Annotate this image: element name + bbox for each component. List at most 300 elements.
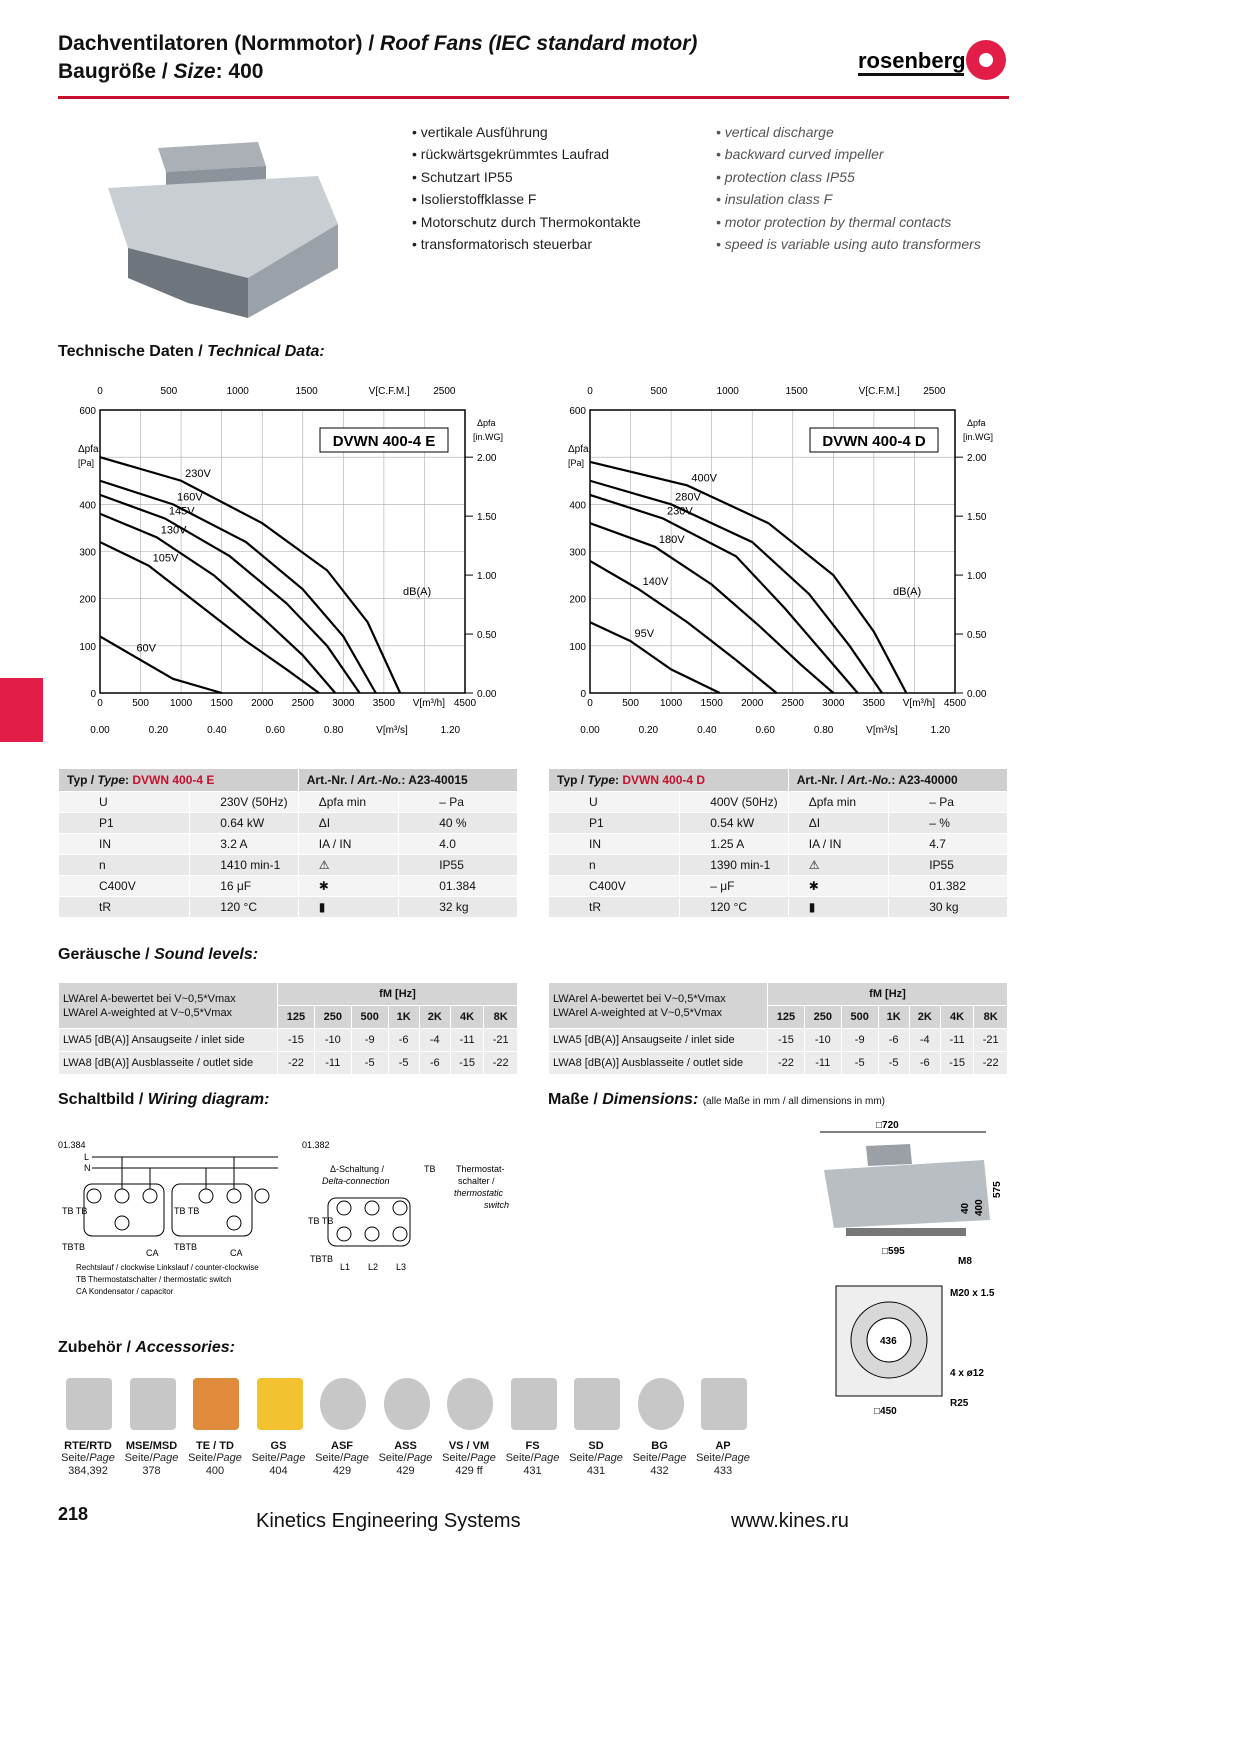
- feature-de: • Schutzart IP55: [412, 166, 641, 188]
- section-technical-data: Technische Daten / Technical Data:: [58, 343, 325, 360]
- svg-text:4 x ø12: 4 x ø12: [950, 1368, 984, 1379]
- y-tick-label: 200: [79, 594, 96, 606]
- sound-freq: 4K: [450, 1006, 484, 1029]
- spec-cell: IA / IN: [298, 834, 398, 855]
- series-line: [100, 542, 319, 693]
- sound-freq: 2K: [909, 1006, 940, 1029]
- x-m3s-tick-label: 1.20: [930, 725, 951, 736]
- spec-cell: U: [549, 792, 680, 813]
- spec-cell: n: [549, 855, 680, 876]
- spec-row: [549, 813, 1008, 834]
- accessory-ass[interactable]: [376, 1378, 436, 1478]
- spec-cell: ✱: [298, 876, 398, 897]
- sound-value: -11: [940, 1029, 974, 1052]
- accessory-page: Seite/Page: [505, 1452, 560, 1464]
- x-tick-label: 1500: [700, 698, 723, 709]
- spec-cell: 01.382: [889, 876, 1008, 897]
- x-tick-label: 4500: [453, 698, 477, 709]
- x-m3s-tick-label: V[m³/s]: [376, 725, 408, 736]
- svg-text:TBTB: TBTB: [174, 1242, 198, 1252]
- svg-text:thermostatic: thermostatic: [454, 1188, 504, 1198]
- accessory-name: RTE/RTD: [64, 1440, 112, 1452]
- series-line: [100, 514, 335, 693]
- article-cell: Art.-Nr. / Art.-No.: A23-40000: [788, 769, 1007, 792]
- accessory-te-td[interactable]: [185, 1378, 245, 1478]
- x-tick-label: 3000: [332, 698, 355, 709]
- accessory-icon: [574, 1378, 620, 1430]
- x-top-tick-label: V[C.F.M.]: [858, 386, 900, 397]
- accessory-page: Seite/Page: [569, 1452, 623, 1464]
- spec-cell: – Pa: [399, 792, 518, 813]
- sound-value: -15: [278, 1029, 315, 1052]
- spec-row: [59, 876, 518, 897]
- x-m3s-tick-label: 0.60: [755, 725, 775, 736]
- accessory-vs-vm[interactable]: [439, 1378, 499, 1478]
- svg-text:436: 436: [880, 1336, 897, 1347]
- sound-freq: 500: [841, 1006, 878, 1029]
- spec-cell: ▮: [298, 897, 398, 918]
- x-tick-label: 4500: [943, 698, 967, 709]
- x-axis-label: V[m³/h]: [902, 698, 935, 709]
- feature-de: • vertikale Ausführung: [412, 121, 641, 143]
- spec-cell: ✱: [788, 876, 888, 897]
- accessory-name: FS: [525, 1440, 540, 1452]
- spec-cell: U: [59, 792, 190, 813]
- spec-row: [549, 834, 1008, 855]
- series-label: 60V: [136, 642, 157, 655]
- sound-value: -5: [388, 1052, 419, 1075]
- sound-value: -22: [768, 1052, 805, 1075]
- svg-text:□595: □595: [882, 1246, 905, 1257]
- svg-text:TBTB: TBTB: [310, 1254, 334, 1264]
- y-axis-unit: [Pa]: [568, 458, 585, 468]
- spec-cell: 4.0: [399, 834, 518, 855]
- spec-cell: 16 μF: [190, 876, 299, 897]
- x-tick-label: 2000: [251, 698, 274, 709]
- x-tick-label: 1000: [169, 698, 193, 709]
- svg-text:TB TB: TB TB: [62, 1206, 88, 1216]
- y-tick-label: 100: [569, 641, 586, 653]
- spec-row: [59, 855, 518, 876]
- spec-cell: tR: [549, 897, 680, 918]
- series-label: 140V: [642, 576, 669, 589]
- accessory-page-number: 429 ff: [455, 1465, 483, 1477]
- accessory-gs[interactable]: [249, 1378, 309, 1478]
- accessory-page: Seite/Page: [61, 1452, 115, 1464]
- spec-cell: IP55: [399, 855, 518, 876]
- spec-cell: ΔI: [298, 813, 398, 834]
- sound-freq: 125: [278, 1006, 315, 1029]
- accessory-sd[interactable]: [566, 1378, 626, 1478]
- chart-title: DVWN 400-4 D: [822, 433, 926, 450]
- sound-freq: 250: [314, 1006, 351, 1029]
- spec-cell: tR: [59, 897, 190, 918]
- x-tick-label: 500: [622, 698, 639, 709]
- sound-freq: 1K: [878, 1006, 909, 1029]
- sound-value: -22: [278, 1052, 315, 1075]
- type-cell: Typ / Type: DVWN 400-4 E: [59, 769, 299, 792]
- accessory-page-number: 431: [523, 1465, 542, 1477]
- spec-table-d: [548, 768, 1008, 918]
- accessory-asf[interactable]: [312, 1378, 372, 1478]
- svg-text:rosenberg: rosenberg: [858, 48, 966, 73]
- spec-cell: 30 kg: [889, 897, 1008, 918]
- sound-value: -5: [351, 1052, 388, 1075]
- section-dimensions: Maße / Dimensions: (alle Maße in mm / all dimensions in mm): [548, 1091, 885, 1108]
- x-tick-label: 1000: [659, 698, 683, 709]
- svg-text:Rechtslauf / clockwise Link: Rechtslauf / clockwise Linkslauf / counter-clockwise: [76, 1263, 259, 1272]
- x-m3s-tick-label: 0.00: [90, 725, 110, 736]
- side-tab: [0, 678, 43, 742]
- x-m3s-tick-label: 0.00: [580, 725, 600, 736]
- rosenberg-logo: [858, 36, 1008, 82]
- x-tick-label: 2000: [741, 698, 764, 709]
- accessory-icon: [193, 1378, 239, 1430]
- spec-cell: – %: [889, 813, 1008, 834]
- spec-cell: IA / IN: [788, 834, 888, 855]
- feature-de: • Motorschutz durch Thermokontakte: [412, 211, 641, 233]
- accessory-page-number: 404: [269, 1465, 288, 1477]
- section-sound-levels: Geräusche / Sound levels:: [58, 946, 259, 963]
- accessory-bg[interactable]: [630, 1378, 690, 1478]
- svg-text:TB TB: TB TB: [174, 1206, 200, 1216]
- dimension-drawing: [800, 1116, 1010, 1426]
- accessory-page-number: 431: [586, 1465, 606, 1477]
- spec-row: [549, 897, 1008, 918]
- x-tick-label: 0: [97, 698, 103, 709]
- x-m3s-tick-label: V[m³/s]: [866, 725, 898, 736]
- sound-value: -22: [484, 1052, 518, 1075]
- spec-cell: 1390 min-1: [680, 855, 789, 876]
- spec-cell: C400V: [549, 876, 680, 897]
- x-top-tick-label: 1000: [226, 386, 249, 397]
- y-tick-label: 400: [569, 500, 586, 512]
- spec-table-e: [58, 768, 518, 918]
- spec-row: [59, 813, 518, 834]
- accessory-icon: [701, 1378, 747, 1430]
- x-top-tick-label: 0: [587, 386, 593, 397]
- y-axis-label: Δpfa: [78, 444, 99, 455]
- accessory-name: BG: [651, 1440, 668, 1452]
- x-tick-label: 500: [132, 698, 149, 709]
- accessory-rte-rtd[interactable]: [58, 1378, 118, 1478]
- sound-value: -10: [314, 1029, 351, 1052]
- sound-value: -6: [909, 1052, 940, 1075]
- spec-cell: 0.54 kW: [680, 813, 789, 834]
- x-m3s-tick-label: 0.40: [207, 725, 227, 736]
- section-accessories: Zubehör / Accessories:: [58, 1339, 235, 1356]
- spec-cell: 32 kg: [399, 897, 518, 918]
- spec-cell: 3.2 A: [190, 834, 299, 855]
- svg-text:400: 400: [974, 1199, 985, 1216]
- sound-inlet-label: LWA5 [dB(A)] Ansaugseite / inlet side: [549, 1029, 768, 1052]
- x-m3s-tick-label: 0.60: [265, 725, 285, 736]
- svg-text:□450: □450: [874, 1406, 897, 1417]
- y-right-tick-label: 1.50: [477, 512, 497, 524]
- feature-en: • backward curved impeller: [716, 143, 981, 165]
- y-right-tick-label: 0.50: [477, 630, 497, 642]
- series-line: [100, 495, 360, 693]
- spec-cell: C400V: [59, 876, 190, 897]
- accessory-page-number: 432: [650, 1465, 669, 1477]
- x-axis-label: V[m³/h]: [412, 698, 445, 709]
- x-tick-label: 3500: [862, 698, 886, 709]
- x-m3s-tick-label: 0.40: [697, 725, 717, 736]
- sound-fm: fM [Hz]: [278, 983, 518, 1006]
- svg-text:01.384: 01.384: [58, 1140, 86, 1150]
- sound-value: -6: [388, 1029, 419, 1052]
- sound-value: -9: [841, 1029, 878, 1052]
- svg-text:L1: L1: [340, 1262, 351, 1272]
- series-label: 95V: [634, 628, 655, 641]
- accessory-name: ASF: [331, 1440, 353, 1452]
- spec-cell: 40 %: [399, 813, 518, 834]
- sound-table-e: [58, 982, 518, 1075]
- series-line: [100, 636, 222, 693]
- x-top-tick-label: 1500: [785, 386, 808, 397]
- sound-value: -11: [450, 1029, 484, 1052]
- x-top-tick-label: 2500: [433, 386, 456, 397]
- svg-text:N: N: [84, 1163, 91, 1173]
- x-tick-label: 1500: [210, 698, 233, 709]
- spec-cell: IP55: [889, 855, 1008, 876]
- sound-value: -22: [974, 1052, 1008, 1075]
- svg-text:R25: R25: [950, 1398, 969, 1409]
- x-tick-label: 2500: [781, 698, 804, 709]
- type-cell: Typ / Type: DVWN 400-4 D: [549, 769, 789, 792]
- x-top-tick-label: 2500: [923, 386, 946, 397]
- accessory-page-number: 429: [332, 1465, 352, 1477]
- y-right-tick-label: 2.00: [477, 453, 497, 465]
- spec-cell: IN: [549, 834, 680, 855]
- sound-freq: 125: [768, 1006, 805, 1029]
- sound-freq: 2K: [419, 1006, 450, 1029]
- sound-value: -5: [841, 1052, 878, 1075]
- accessory-name: ASS: [394, 1440, 417, 1452]
- series-label: 180V: [658, 533, 685, 546]
- series-label: 400V: [691, 472, 718, 485]
- sound-value: -11: [314, 1052, 351, 1075]
- svg-text:TB TB: TB TB: [308, 1216, 334, 1226]
- accessory-icon: [130, 1378, 176, 1430]
- accessory-name: MSE/MSD: [125, 1440, 178, 1452]
- x-m3s-tick-label: 1.20: [440, 725, 461, 736]
- series-label: 280V: [675, 491, 701, 504]
- sound-value: -15: [768, 1029, 805, 1052]
- svg-text:TBTB: TBTB: [62, 1242, 86, 1252]
- accessory-name: GS: [270, 1440, 287, 1452]
- chart-dvwn-400-4-e: [58, 380, 518, 740]
- x-m3s-tick-label: 0.20: [148, 725, 169, 736]
- series-label: 130V: [160, 524, 187, 537]
- sound-freq: 8K: [484, 1006, 518, 1029]
- accessory-page: Seite/Page: [188, 1452, 242, 1464]
- sound-header: LWArel A-bewertet bei V~0,5*Vmax LWArel A-weighted at V~0,5*Vmax: [549, 983, 768, 1029]
- accessory-icon: [638, 1378, 684, 1430]
- x-top-tick-label: V[C.F.M.]: [368, 386, 410, 397]
- sound-freq: 8K: [974, 1006, 1008, 1029]
- y-right-tick-label: 2.00: [967, 453, 987, 465]
- x-top-tick-label: 0: [97, 386, 103, 397]
- sound-header: LWArel A-bewertet bei V~0,5*Vmax LWArel A-weighted at V~0,5*Vmax: [59, 983, 278, 1029]
- chart-dvwn-400-4-d: [548, 380, 1008, 740]
- spec-cell: 1410 min-1: [190, 855, 299, 876]
- article-cell: Art.-Nr. / Art.-No.: A23-40015: [298, 769, 517, 792]
- features-en: [716, 121, 981, 255]
- sound-table-d: [548, 982, 1008, 1075]
- sound-value: -21: [484, 1029, 518, 1052]
- accessory-icon: [257, 1378, 303, 1430]
- svg-text:Delta-connection: Delta-connection: [322, 1176, 390, 1186]
- accessory-name: VS / VM: [448, 1440, 490, 1452]
- spec-cell: 120 °C: [680, 897, 789, 918]
- series-line: [590, 561, 777, 693]
- spec-cell: P1: [549, 813, 680, 834]
- spec-cell: – μF: [680, 876, 789, 897]
- sound-value: -4: [419, 1029, 450, 1052]
- spec-cell: ⚠: [788, 855, 888, 876]
- wiring-diagram: [58, 1134, 528, 1304]
- accessory-icon: [384, 1378, 430, 1430]
- feature-de: • rückwärtsgekrümmtes Laufrad: [412, 143, 641, 165]
- spec-row: [549, 855, 1008, 876]
- spec-cell: 120 °C: [190, 897, 299, 918]
- x-top-tick-label: 1000: [716, 386, 739, 397]
- accessory-name: AP: [715, 1440, 731, 1452]
- accessory-fs[interactable]: [503, 1378, 563, 1478]
- accessory-icon: [66, 1378, 112, 1430]
- accessory-name: SD: [588, 1440, 604, 1452]
- spec-row: [549, 876, 1008, 897]
- sound-value: -6: [878, 1029, 909, 1052]
- spec-cell: 230V (50Hz): [190, 792, 299, 813]
- svg-text:schalter /: schalter /: [458, 1176, 495, 1186]
- svg-text:Thermostat-: Thermostat-: [456, 1164, 505, 1174]
- y-tick-label: 200: [569, 594, 586, 606]
- svg-text:CA Kondensator / capacitor: CA Kondensator / capacitor: [76, 1287, 174, 1296]
- svg-text:□720: □720: [876, 1120, 899, 1131]
- accessory-page: Seite/Page: [696, 1452, 750, 1464]
- sound-value: -10: [804, 1029, 841, 1052]
- accessory-page-number: 429: [396, 1465, 415, 1477]
- svg-text:L: L: [84, 1152, 90, 1162]
- svg-text:40: 40: [960, 1202, 971, 1214]
- accessory-name: TE / TD: [196, 1440, 234, 1452]
- sound-outlet-label: LWA8 [dB(A)] Ausblasseite / outlet side: [549, 1052, 768, 1075]
- svg-text:L2: L2: [368, 1262, 379, 1272]
- spec-cell: 4.7: [889, 834, 1008, 855]
- series-label: 160V: [177, 491, 203, 504]
- svg-text:CA: CA: [146, 1248, 159, 1258]
- y-right-tick-label: 0.00: [477, 689, 497, 700]
- y-right-tick-label: 1.00: [477, 571, 497, 583]
- y-right-tick-label: 1.50: [967, 512, 987, 524]
- y-tick-label: 300: [79, 547, 96, 559]
- y-tick-label: 0: [580, 689, 586, 700]
- y-right-tick-label: 1.00: [967, 571, 987, 583]
- footer-url[interactable]: www.kines.ru: [731, 1510, 849, 1532]
- feature-de: • transformatorisch steuerbar: [412, 233, 641, 255]
- x-top-tick-label: 500: [650, 386, 668, 397]
- series-label: 105V: [152, 552, 179, 565]
- accessory-page: Seite/Page: [315, 1452, 369, 1464]
- y-tick-label: 600: [79, 406, 96, 417]
- roof-fan-image: [88, 128, 348, 328]
- feature-en: • speed is variable using auto transformers: [716, 233, 981, 255]
- x-top-tick-label: 500: [160, 386, 178, 397]
- accessory-page: Seite/Page: [632, 1452, 687, 1464]
- accessory-icon: [511, 1378, 557, 1430]
- sound-value: -5: [878, 1052, 909, 1075]
- accessory-icon: [447, 1378, 493, 1430]
- spec-cell: ▮: [788, 897, 888, 918]
- svg-text:CA: CA: [230, 1248, 243, 1258]
- sound-value: -15: [450, 1052, 484, 1075]
- y-tick-label: 100: [79, 641, 96, 653]
- spec-cell: ⚠: [298, 855, 398, 876]
- x-tick-label: 0: [587, 698, 593, 709]
- accessory-page: Seite/Page: [442, 1452, 496, 1464]
- accessory-page-number: 400: [205, 1465, 225, 1477]
- spec-row: [59, 834, 518, 855]
- sound-freq: 1K: [388, 1006, 419, 1029]
- features-de: [412, 121, 641, 255]
- section-wiring: Schaltbild / Wiring diagram:: [58, 1091, 270, 1108]
- y-tick-label: 300: [569, 547, 586, 559]
- accessory-page: Seite/Page: [124, 1452, 179, 1464]
- series-label: 230V: [185, 467, 211, 480]
- svg-text:Δ-Schaltung /: Δ-Schaltung /: [330, 1164, 385, 1174]
- svg-text:switch: switch: [484, 1200, 510, 1210]
- feature-en: • protection class IP55: [716, 166, 981, 188]
- y-right-axis-label: Δpfa: [477, 418, 496, 428]
- sound-fm: fM [Hz]: [768, 983, 1008, 1006]
- header-rule: [58, 96, 1009, 99]
- accessory-page-number: 433: [713, 1465, 733, 1477]
- svg-text:575: 575: [992, 1181, 1003, 1198]
- x-tick-label: 3000: [822, 698, 845, 709]
- svg-text:L3: L3: [396, 1262, 407, 1272]
- y-right-axis-label: Δpfa: [967, 418, 986, 428]
- sound-outlet-label: LWA8 [dB(A)] Ausblasseite / outlet side: [59, 1052, 278, 1075]
- y-right-axis-unit: [in.WG]: [963, 432, 994, 442]
- x-tick-label: 3500: [372, 698, 396, 709]
- x-tick-label: 2500: [291, 698, 314, 709]
- spec-cell: n: [59, 855, 190, 876]
- sound-inlet-label: LWA5 [dB(A)] Ansaugseite / inlet side: [59, 1029, 278, 1052]
- unit-label: dB(A): [403, 586, 432, 598]
- feature-en: • vertical discharge: [716, 121, 981, 143]
- y-tick-label: 400: [79, 500, 96, 512]
- y-tick-label: 600: [569, 406, 586, 417]
- sound-value: -21: [974, 1029, 1008, 1052]
- svg-text:M20 x 1.5: M20 x 1.5: [950, 1288, 995, 1299]
- spec-cell: Δpfa min: [788, 792, 888, 813]
- svg-text:TB: TB: [424, 1164, 436, 1174]
- x-m3s-tick-label: 0.20: [638, 725, 659, 736]
- unit-label: dB(A): [893, 586, 922, 598]
- svg-text:TB Thermostatschalter / therm: TB Thermostatschalter / thermostatic switch: [76, 1275, 232, 1284]
- spec-cell: Δpfa min: [298, 792, 398, 813]
- x-top-tick-label: 1500: [295, 386, 318, 397]
- sound-value: -9: [351, 1029, 388, 1052]
- accessory-mse-msd[interactable]: [122, 1378, 182, 1478]
- accessory-ap[interactable]: [693, 1378, 753, 1478]
- y-right-axis-unit: [in.WG]: [473, 432, 504, 442]
- y-axis-label: Δpfa: [568, 444, 589, 455]
- sound-value: -6: [419, 1052, 450, 1075]
- spec-cell: 1.25 A: [680, 834, 789, 855]
